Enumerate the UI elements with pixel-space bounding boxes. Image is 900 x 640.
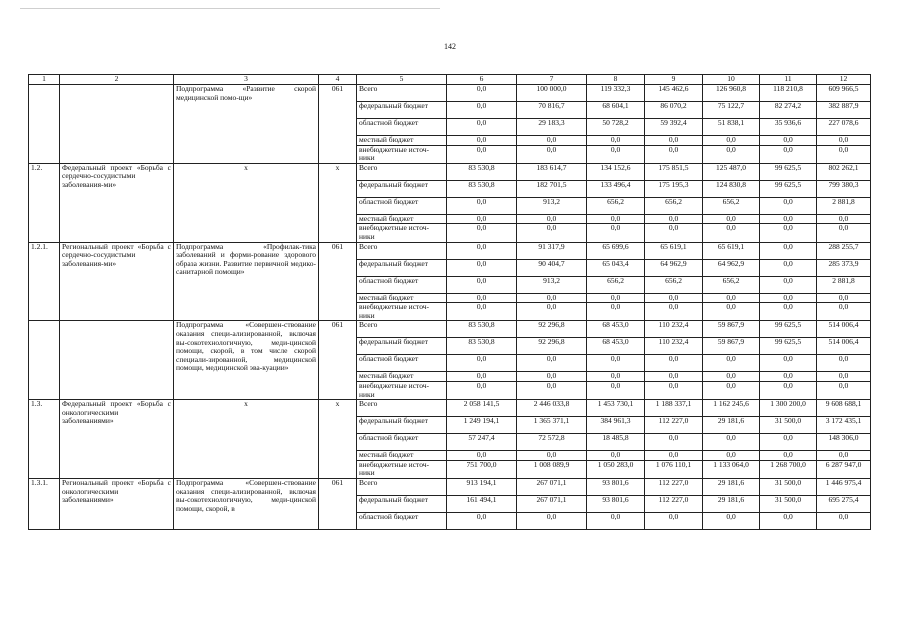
funding-source-label: федеральный бюджет [357, 259, 447, 276]
value-cell: 112 227,0 [645, 417, 703, 434]
value-cell: 0,0 [517, 381, 587, 399]
value-cell: 99 625,5 [760, 321, 817, 338]
value-cell: 118 210,8 [760, 85, 817, 102]
value-cell: 0,0 [447, 303, 517, 321]
table-row [29, 400, 871, 417]
value-cell: 91 317,9 [517, 242, 587, 259]
value-cell: 29 183,3 [517, 119, 587, 136]
value-cell: 31 500,0 [760, 417, 817, 434]
value-cell: 0,0 [817, 355, 871, 372]
funding-source-label: федеральный бюджет [357, 180, 447, 197]
value-cell: 65 619,1 [703, 242, 760, 259]
value-cell: 0,0 [447, 145, 517, 163]
value-cell: 0,0 [760, 136, 817, 146]
subprogram: Подпрограмма «Совершен-ствование оказания специ-ализированной, включая вы-сокотехнологичную, меди-цинской помощи, скорой, в том числе скорой специали-зированной, медицинской помощи, медицинской эва-куации» [174, 321, 319, 400]
value-cell: 0,0 [587, 224, 645, 242]
value-cell: 0,0 [447, 224, 517, 242]
table-row [29, 163, 871, 180]
value-cell: 656,2 [587, 276, 645, 293]
value-cell: 0,0 [645, 214, 703, 224]
column-header: 2 [60, 75, 174, 85]
value-cell: 0,0 [703, 381, 760, 399]
value-cell: 1 133 064,0 [703, 460, 760, 478]
value-cell: 0,0 [703, 355, 760, 372]
value-cell: 29 181,6 [703, 417, 760, 434]
value-cell: 145 462,6 [645, 85, 703, 102]
value-cell: 0,0 [760, 197, 817, 214]
value-cell: 0,0 [517, 355, 587, 372]
value-cell: 0,0 [517, 224, 587, 242]
funding-source-label: местный бюджет [357, 372, 447, 382]
value-cell: 0,0 [447, 293, 517, 303]
value-cell: 0,0 [760, 451, 817, 461]
value-cell: 0,0 [817, 145, 871, 163]
value-cell: 382 887,9 [817, 102, 871, 119]
value-cell: 119 332,3 [587, 85, 645, 102]
executor-code: 061 [319, 85, 357, 164]
value-cell: 0,0 [645, 303, 703, 321]
item-number: 1.2. [29, 163, 60, 242]
value-cell: 1 453 730,1 [587, 400, 645, 417]
value-cell: 0,0 [587, 136, 645, 146]
value-cell: 64 962,9 [645, 259, 703, 276]
value-cell: 0,0 [587, 355, 645, 372]
item-number: 1.3.1. [29, 478, 60, 529]
value-cell: 9 608 688,1 [817, 400, 871, 417]
value-cell: 93 801,6 [587, 478, 645, 495]
value-cell: 68 453,0 [587, 338, 645, 355]
value-cell: 124 830,8 [703, 180, 760, 197]
value-cell: 0,0 [447, 381, 517, 399]
value-cell: 0,0 [645, 355, 703, 372]
value-cell: 0,0 [447, 276, 517, 293]
value-cell: 0,0 [447, 102, 517, 119]
value-cell: 913,2 [517, 276, 587, 293]
funding-source-label: Всего [357, 321, 447, 338]
value-cell: 0,0 [447, 242, 517, 259]
value-cell: 0,0 [760, 303, 817, 321]
value-cell: 1 050 283,0 [587, 460, 645, 478]
column-header: 3 [174, 75, 319, 85]
value-cell: 0,0 [817, 224, 871, 242]
value-cell: 0,0 [447, 512, 517, 529]
column-header: 5 [357, 75, 447, 85]
value-cell: 35 936,6 [760, 119, 817, 136]
value-cell: 0,0 [587, 381, 645, 399]
value-cell: 133 496,4 [587, 180, 645, 197]
executor-code: 061 [319, 478, 357, 529]
column-header: 9 [645, 75, 703, 85]
value-cell: 148 306,0 [817, 434, 871, 451]
executor-code: 061 [319, 242, 357, 321]
value-cell: 0,0 [587, 512, 645, 529]
subprogram: Подпрограмма «Развитие скорой медицинской помо-щи» [174, 85, 319, 164]
funding-source-label: областной бюджет [357, 512, 447, 529]
funding-source-label: областной бюджет [357, 355, 447, 372]
executor-code: 061 [319, 321, 357, 400]
value-cell: 0,0 [645, 293, 703, 303]
executor-code: х [319, 163, 357, 242]
column-header: 11 [760, 75, 817, 85]
value-cell: 267 071,1 [517, 478, 587, 495]
value-cell: 656,2 [703, 276, 760, 293]
funding-source-label: местный бюджет [357, 136, 447, 146]
column-header: 1 [29, 75, 60, 85]
value-cell: 0,0 [817, 136, 871, 146]
subprogram: Подпрограмма «Профилак-тика заболеваний и форми-рование здорового образа жизни. Развитие первичной медико-санитарной помощи» [174, 242, 319, 321]
funding-source-label: Всего [357, 85, 447, 102]
value-cell: 3 172 435,1 [817, 417, 871, 434]
value-cell: 0,0 [447, 451, 517, 461]
value-cell: 0,0 [817, 293, 871, 303]
value-cell: 112 227,0 [645, 495, 703, 512]
funding-source-label: местный бюджет [357, 214, 447, 224]
value-cell: 0,0 [447, 197, 517, 214]
funding-source-label: областной бюджет [357, 276, 447, 293]
funding-source-label: местный бюджет [357, 293, 447, 303]
value-cell: 1 249 194,1 [447, 417, 517, 434]
value-cell: 1 008 089,9 [517, 460, 587, 478]
value-cell: 0,0 [760, 372, 817, 382]
executor-code: х [319, 400, 357, 479]
funding-source-label: внебюджетные источ-ники [357, 303, 447, 321]
value-cell: 0,0 [817, 451, 871, 461]
funding-source-label: Всего [357, 478, 447, 495]
value-cell: 0,0 [587, 451, 645, 461]
value-cell: 0,0 [703, 451, 760, 461]
value-cell: 384 961,3 [587, 417, 645, 434]
value-cell: 913 194,1 [447, 478, 517, 495]
value-cell: 90 404,7 [517, 259, 587, 276]
value-cell: 0,0 [760, 276, 817, 293]
value-cell: 0,0 [817, 381, 871, 399]
value-cell: 68 604,1 [587, 102, 645, 119]
value-cell: 59 392,4 [645, 119, 703, 136]
value-cell: 82 274,2 [760, 102, 817, 119]
value-cell: 0,0 [645, 381, 703, 399]
column-header: 6 [447, 75, 517, 85]
value-cell: 0,0 [517, 214, 587, 224]
value-cell: 93 801,6 [587, 495, 645, 512]
value-cell: 0,0 [703, 303, 760, 321]
header-row [29, 75, 871, 85]
value-cell: 0,0 [760, 512, 817, 529]
value-cell: 267 071,1 [517, 495, 587, 512]
value-cell: 0,0 [703, 145, 760, 163]
value-cell: 99 625,5 [760, 163, 817, 180]
value-cell: 1 300 200,0 [760, 400, 817, 417]
funding-source-label: федеральный бюджет [357, 102, 447, 119]
value-cell: 656,2 [587, 197, 645, 214]
value-cell: 0,0 [517, 372, 587, 382]
value-cell: 59 867,9 [703, 321, 760, 338]
subprogram: х [174, 400, 319, 479]
value-cell: 182 701,5 [517, 180, 587, 197]
table-row [29, 478, 871, 495]
funding-source-label: областной бюджет [357, 197, 447, 214]
value-cell: 802 262,1 [817, 163, 871, 180]
value-cell: 0,0 [760, 434, 817, 451]
value-cell: 6 287 947,0 [817, 460, 871, 478]
table-row [29, 321, 871, 338]
value-cell: 0,0 [817, 512, 871, 529]
value-cell: 50 728,2 [587, 119, 645, 136]
value-cell: 0,0 [817, 303, 871, 321]
value-cell: 0,0 [517, 451, 587, 461]
value-cell: 72 572,8 [517, 434, 587, 451]
value-cell: 0,0 [587, 372, 645, 382]
value-cell: 0,0 [760, 145, 817, 163]
value-cell: 29 181,6 [703, 478, 760, 495]
item-number: 1.2.1. [29, 242, 60, 321]
value-cell: 0,0 [447, 372, 517, 382]
value-cell: 0,0 [817, 214, 871, 224]
value-cell: 0,0 [645, 145, 703, 163]
value-cell: 31 500,0 [760, 495, 817, 512]
value-cell: 29 181,6 [703, 495, 760, 512]
value-cell: 18 485,8 [587, 434, 645, 451]
funding-source-label: внебюджетные источ-ники [357, 145, 447, 163]
value-cell: 65 699,6 [587, 242, 645, 259]
value-cell: 0,0 [703, 434, 760, 451]
value-cell: 0,0 [447, 259, 517, 276]
value-cell: 656,2 [703, 197, 760, 214]
scan-edge-line [20, 8, 440, 9]
value-cell: 83 530,8 [447, 338, 517, 355]
funding-source-label: Всего [357, 242, 447, 259]
item-name: Федеральный проект «Борьба с сердечно-сосудистыми заболевания-ми» [60, 163, 174, 242]
value-cell: 0,0 [703, 136, 760, 146]
value-cell: 285 373,9 [817, 259, 871, 276]
funding-source-label: внебюджетные источ-ники [357, 381, 447, 399]
item-number [29, 85, 60, 164]
item-name: Федеральный проект «Борьба с онкологическими заболеваниями» [60, 400, 174, 479]
value-cell: 0,0 [760, 381, 817, 399]
value-cell: 0,0 [517, 145, 587, 163]
value-cell: 0,0 [760, 242, 817, 259]
value-cell: 57 247,4 [447, 434, 517, 451]
value-cell: 0,0 [703, 293, 760, 303]
value-cell: 1 188 337,1 [645, 400, 703, 417]
column-header: 12 [817, 75, 871, 85]
column-header: 4 [319, 75, 357, 85]
value-cell: 0,0 [645, 372, 703, 382]
value-cell: 99 625,5 [760, 180, 817, 197]
subprogram: Подпрограмма «Совершен-ствование оказания специ-ализированной, включая вы-сокотехнологичную, меди-цинской помощи, скорой, в [174, 478, 319, 529]
value-cell: 227 078,6 [817, 119, 871, 136]
value-cell: 656,2 [645, 276, 703, 293]
value-cell: 0,0 [645, 224, 703, 242]
funding-source-label: Всего [357, 163, 447, 180]
value-cell: 65 619,1 [645, 242, 703, 259]
value-cell: 514 006,4 [817, 321, 871, 338]
value-cell: 0,0 [587, 145, 645, 163]
value-cell: 110 232,4 [645, 338, 703, 355]
column-header: 10 [703, 75, 760, 85]
value-cell: 288 255,7 [817, 242, 871, 259]
value-cell: 0,0 [645, 451, 703, 461]
funding-source-label: федеральный бюджет [357, 417, 447, 434]
value-cell: 0,0 [587, 214, 645, 224]
value-cell: 0,0 [517, 136, 587, 146]
value-cell: 1 162 245,6 [703, 400, 760, 417]
value-cell: 110 232,4 [645, 321, 703, 338]
value-cell: 83 530,8 [447, 180, 517, 197]
value-cell: 0,0 [703, 512, 760, 529]
value-cell: 112 227,0 [645, 478, 703, 495]
value-cell: 2 881,8 [817, 197, 871, 214]
value-cell: 1 365 371,1 [517, 417, 587, 434]
column-header: 8 [587, 75, 645, 85]
value-cell: 2 446 033,8 [517, 400, 587, 417]
value-cell: 175 195,3 [645, 180, 703, 197]
value-cell: 913,2 [517, 197, 587, 214]
page-number: 142 [444, 42, 456, 51]
funding-source-label: федеральный бюджет [357, 338, 447, 355]
value-cell: 656,2 [645, 197, 703, 214]
funding-source-label: областной бюджет [357, 434, 447, 451]
table-row [29, 242, 871, 259]
value-cell: 92 296,8 [517, 321, 587, 338]
value-cell: 0,0 [760, 224, 817, 242]
value-cell: 751 700,0 [447, 460, 517, 478]
value-cell: 0,0 [447, 214, 517, 224]
value-cell: 799 380,3 [817, 180, 871, 197]
value-cell: 86 070,2 [645, 102, 703, 119]
value-cell: 100 000,0 [517, 85, 587, 102]
value-cell: 0,0 [447, 355, 517, 372]
subprogram: х [174, 163, 319, 242]
funding-source-label: местный бюджет [357, 451, 447, 461]
value-cell: 134 152,6 [587, 163, 645, 180]
budget-table [28, 74, 871, 530]
value-cell: 70 816,7 [517, 102, 587, 119]
value-cell: 0,0 [645, 136, 703, 146]
value-cell: 0,0 [447, 85, 517, 102]
value-cell: 0,0 [760, 214, 817, 224]
value-cell: 0,0 [587, 293, 645, 303]
item-number: 1.3. [29, 400, 60, 479]
value-cell: 83 530,8 [447, 321, 517, 338]
value-cell: 0,0 [760, 355, 817, 372]
value-cell: 1 076 110,1 [645, 460, 703, 478]
funding-source-label: внебюджетные источ-ники [357, 460, 447, 478]
value-cell: 0,0 [703, 372, 760, 382]
item-name: Региональный проект «Борьба с онкологическими заболеваниями» [60, 478, 174, 529]
value-cell: 51 838,1 [703, 119, 760, 136]
value-cell: 0,0 [517, 293, 587, 303]
value-cell: 0,0 [517, 512, 587, 529]
value-cell: 1 446 975,4 [817, 478, 871, 495]
value-cell: 92 296,8 [517, 338, 587, 355]
value-cell: 0,0 [817, 372, 871, 382]
item-name [60, 321, 174, 400]
funding-source-label: внебюджетные источ-ники [357, 224, 447, 242]
value-cell: 175 851,5 [645, 163, 703, 180]
column-header: 7 [517, 75, 587, 85]
value-cell: 64 962,9 [703, 259, 760, 276]
funding-source-label: федеральный бюджет [357, 495, 447, 512]
value-cell: 59 867,9 [703, 338, 760, 355]
item-name: Региональный проект «Борьба с сердечно-сосудистыми заболевания-ми» [60, 242, 174, 321]
value-cell: 0,0 [447, 119, 517, 136]
value-cell: 0,0 [447, 136, 517, 146]
value-cell: 2 881,8 [817, 276, 871, 293]
funding-source-label: областной бюджет [357, 119, 447, 136]
value-cell: 183 614,7 [517, 163, 587, 180]
value-cell: 68 453,0 [587, 321, 645, 338]
value-cell: 125 487,0 [703, 163, 760, 180]
value-cell: 0,0 [587, 303, 645, 321]
value-cell: 0,0 [645, 512, 703, 529]
value-cell: 65 043,4 [587, 259, 645, 276]
table-row [29, 85, 871, 102]
value-cell: 1 268 700,0 [760, 460, 817, 478]
value-cell: 99 625,5 [760, 338, 817, 355]
value-cell: 0,0 [703, 224, 760, 242]
value-cell: 75 122,7 [703, 102, 760, 119]
value-cell: 0,0 [760, 293, 817, 303]
value-cell: 695 275,4 [817, 495, 871, 512]
value-cell: 514 006,4 [817, 338, 871, 355]
value-cell: 609 966,5 [817, 85, 871, 102]
value-cell: 0,0 [760, 259, 817, 276]
value-cell: 161 494,1 [447, 495, 517, 512]
item-name [60, 85, 174, 164]
value-cell: 0,0 [703, 214, 760, 224]
funding-source-label: Всего [357, 400, 447, 417]
value-cell: 0,0 [517, 303, 587, 321]
value-cell: 0,0 [645, 434, 703, 451]
value-cell: 2 058 141,5 [447, 400, 517, 417]
value-cell: 31 500,0 [760, 478, 817, 495]
value-cell: 126 960,8 [703, 85, 760, 102]
item-number [29, 321, 60, 400]
value-cell: 83 530,8 [447, 163, 517, 180]
